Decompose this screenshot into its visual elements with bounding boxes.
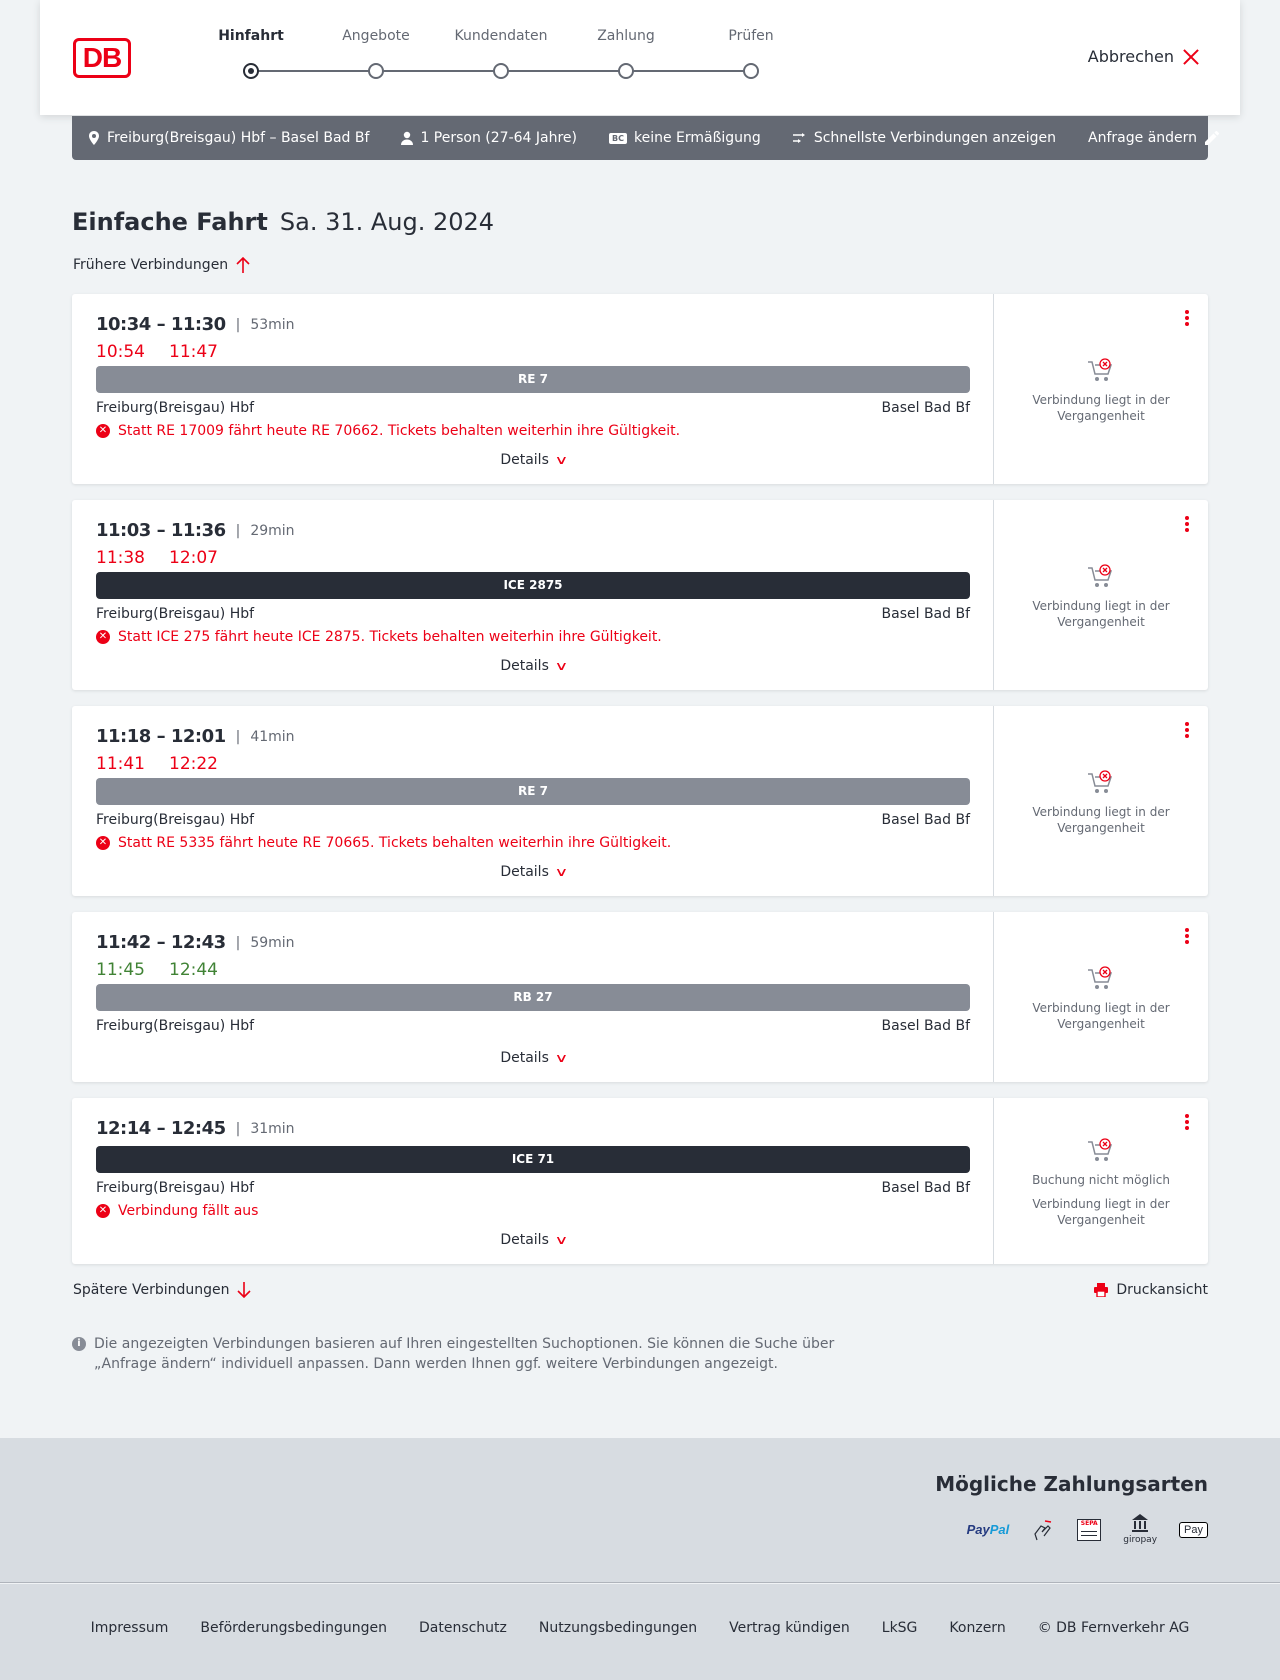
more-options-icon[interactable] — [1182, 310, 1192, 328]
destination-station: Basel Bad Bf — [881, 606, 970, 622]
separator: | — [235, 522, 241, 539]
payment-methods-heading: Mögliche Zahlungsarten — [935, 1472, 1208, 1496]
duration: 29min — [250, 522, 295, 539]
booking-status-text: Verbindung liegt in der Vergangenheit — [1032, 1197, 1170, 1227]
separator: | — [235, 316, 241, 333]
pencil-icon — [1205, 131, 1219, 145]
cart-unavailable-icon — [1087, 564, 1115, 590]
sepa-lines — [1081, 1535, 1097, 1536]
edit-query-label: Anfrage ändern — [1088, 130, 1198, 146]
step-label: Angebote — [342, 28, 410, 44]
details-label: Details — [500, 1050, 549, 1066]
print-view-link[interactable] — [1094, 1282, 1208, 1298]
realtime-departure: 10:54 — [96, 342, 145, 362]
passenger-text: 1 Person (27-64 Jahre) — [420, 130, 577, 146]
duration: 53min — [250, 316, 295, 333]
cart-unavailable-icon — [1087, 1138, 1115, 1164]
route-summary — [88, 130, 369, 146]
booking-panel — [994, 294, 1208, 484]
option-summary — [793, 130, 1056, 146]
cart-unavailable-icon — [1087, 770, 1115, 796]
realtime-arrival: 12:22 — [169, 754, 218, 774]
sepa-icon — [1077, 1519, 1101, 1541]
cart-unavailable-icon — [1087, 358, 1115, 384]
stations — [96, 606, 970, 622]
planned-times — [96, 726, 295, 747]
separator: | — [235, 1120, 241, 1137]
details-label: Details — [500, 864, 549, 880]
credit-card-hand-icon — [1031, 1518, 1055, 1542]
db-logo[interactable]: DB — [73, 38, 131, 78]
planned-times — [96, 1118, 295, 1139]
printer-icon — [1094, 1283, 1108, 1297]
step-dot — [493, 63, 509, 79]
earlier-connections-label: Frühere Verbindungen — [73, 257, 229, 273]
booking-panel — [994, 1098, 1208, 1264]
details-label: Details — [500, 452, 549, 468]
disruption-text: Statt RE 5335 fährt heute RE 70665. Tickets behalten weiterhin ihre Gültigkeit. — [118, 835, 672, 851]
step-kundendaten — [446, 28, 556, 50]
footer-link-datenschutz[interactable]: Datenschutz — [418, 1620, 507, 1636]
separator: | — [235, 934, 241, 951]
error-icon: ✕ — [96, 836, 110, 850]
stations — [96, 1018, 970, 1034]
disruption-message — [96, 423, 680, 439]
planned-time-range: 11:03 – 11:36 — [96, 520, 226, 541]
booking-stepper — [170, 28, 774, 88]
booking-note: Buchung nicht möglich — [1032, 1173, 1170, 1187]
details-toggle[interactable] — [72, 1050, 994, 1066]
planned-times — [96, 932, 295, 953]
connection-main — [72, 706, 994, 896]
footer-link-impressum[interactable]: Impressum — [90, 1620, 169, 1636]
details-label: Details — [500, 658, 549, 674]
earlier-connections-link[interactable] — [73, 257, 250, 273]
details-toggle[interactable] — [72, 864, 994, 880]
step-label: Zahlung — [597, 28, 655, 44]
booking-panel — [994, 912, 1208, 1082]
footer-copyright: © DB Fernverkehr AG — [1037, 1620, 1190, 1636]
passenger-summary — [401, 130, 577, 146]
origin-station: Freiburg(Breisgau) Hbf — [96, 812, 255, 828]
chevron-down-icon: ∨ — [554, 1051, 569, 1065]
duration: 59min — [250, 934, 295, 951]
train-bar[interactable]: ICE 2875 — [96, 572, 970, 599]
giropay-label: giropay — [1123, 1535, 1158, 1545]
disruption-text: Statt RE 17009 fährt heute RE 70662. Tickets behalten weiterhin ihre Gültigkeit. — [118, 423, 681, 439]
details-toggle[interactable] — [72, 1232, 994, 1248]
realtime-times — [96, 754, 218, 774]
step-dot — [743, 63, 759, 79]
connection-main — [72, 1098, 994, 1264]
step-dot-active — [243, 63, 259, 79]
cancel-label: Abbrechen — [1087, 47, 1174, 66]
origin-station: Freiburg(Breisgau) Hbf — [96, 1018, 255, 1034]
realtime-times — [96, 342, 218, 362]
connection-card[interactable] — [72, 912, 1208, 1082]
route-text: Freiburg(Breisgau) Hbf – Basel Bad Bf — [107, 130, 370, 146]
stations — [96, 812, 970, 828]
connection-main — [72, 500, 994, 690]
separator: | — [235, 728, 241, 745]
disruption-text: Verbindung fällt aus — [118, 1203, 259, 1219]
connection-card[interactable] — [72, 706, 1208, 896]
train-bar[interactable]: RE 7 — [96, 778, 970, 805]
booking-status-text: Verbindung liegt in der Vergangenheit — [1032, 393, 1170, 423]
search-summary-bar — [72, 116, 1208, 160]
footer-link-nutzungsbedingungen[interactable]: Nutzungsbedingungen — [538, 1620, 698, 1636]
booking-status-text: Verbindung liegt in der Vergangenheit — [1032, 599, 1170, 629]
origin-station: Freiburg(Breisgau) Hbf — [96, 606, 255, 622]
apple-pay-icon — [1179, 1522, 1208, 1538]
step-pruefen — [696, 28, 806, 50]
more-options-icon[interactable] — [1182, 516, 1192, 534]
footer-link-lksg[interactable]: LkSG — [881, 1620, 918, 1636]
footer-link-vertrag-kuendigen[interactable]: Vertrag kündigen — [729, 1620, 850, 1636]
giropay-building-icon — [1131, 1514, 1149, 1532]
realtime-times — [96, 960, 218, 980]
disruption-message — [96, 835, 671, 851]
step-label: Hinfahrt — [218, 28, 284, 44]
duration: 31min — [250, 1120, 295, 1137]
step-angebote — [321, 28, 431, 50]
step-label: Prüfen — [728, 28, 774, 44]
step-label: Kundendaten — [454, 28, 548, 44]
planned-time-range: 11:42 – 12:43 — [96, 932, 226, 953]
train-bar[interactable]: RB 27 — [96, 984, 970, 1011]
disruption-message — [96, 1203, 258, 1219]
footer-link-konzern[interactable]: Konzern — [949, 1620, 1006, 1636]
step-hinfahrt[interactable] — [196, 28, 306, 50]
realtime-times — [96, 548, 218, 568]
trip-date: Sa. 31. Aug. 2024 — [279, 208, 495, 236]
planned-time-range: 12:14 – 12:45 — [96, 1118, 226, 1139]
stations — [96, 400, 970, 416]
discount-text: keine Ermäßigung — [633, 130, 761, 146]
chevron-down-icon: ∨ — [554, 453, 569, 467]
arrow-down-icon — [237, 1282, 251, 1298]
payment-methods-section — [0, 1438, 1280, 1583]
chevron-down-icon: ∨ — [554, 1233, 569, 1247]
realtime-arrival: 12:44 — [169, 960, 218, 980]
page-title — [72, 208, 494, 236]
discount-summary — [609, 130, 761, 146]
info-text: Die angezeigten Verbindungen basieren auf Ihren eingestellten Suchoptionen. Sie können die Suche über „Anfrage ändern“ individuell anpassen. Dann werden Ihnen ggf. weitere Verbindungen angezeigt. — [94, 1336, 835, 1372]
destination-station: Basel Bad Bf — [881, 1180, 970, 1196]
sepa-label: SEPA — [1080, 1519, 1098, 1527]
chevron-down-icon: ∨ — [554, 865, 569, 879]
connection-card[interactable] — [72, 1098, 1208, 1264]
planned-times — [96, 314, 295, 335]
trip-type-heading: Einfache Fahrt — [72, 208, 268, 236]
planned-times — [96, 520, 295, 541]
filter-icon — [793, 133, 807, 143]
destination-station: Basel Bad Bf — [881, 1018, 970, 1034]
cart-unavailable-icon — [1087, 966, 1115, 992]
train-bar[interactable]: RE 7 — [96, 366, 970, 393]
bahncard-icon: BC — [609, 133, 627, 144]
option-text: Schnellste Verbindungen anzeigen — [813, 130, 1057, 146]
info-icon: i — [72, 1337, 86, 1351]
cancel-button[interactable] — [1088, 47, 1200, 66]
details-toggle[interactable] — [72, 658, 994, 674]
payment-icons — [967, 1514, 1208, 1545]
connection-card[interactable] — [72, 500, 1208, 690]
realtime-departure: 11:45 — [96, 960, 145, 980]
arrow-up-icon — [236, 257, 250, 273]
apple-pay-label: Pay — [1184, 1523, 1203, 1536]
search-info-note — [72, 1334, 852, 1374]
more-options-icon[interactable] — [1182, 722, 1192, 740]
planned-time-range: 10:34 – 11:30 — [96, 314, 226, 335]
person-icon — [401, 131, 413, 145]
chevron-down-icon: ∨ — [554, 659, 569, 673]
giropay-icon — [1123, 1514, 1157, 1545]
footer-link-befoerderungsbedingungen[interactable]: Beförderungsbedingungen — [200, 1620, 387, 1636]
step-zahlung — [571, 28, 681, 50]
edit-query-button[interactable] — [1088, 130, 1219, 146]
more-options-icon[interactable] — [1182, 1114, 1192, 1132]
error-icon: ✕ — [96, 1204, 110, 1218]
step-dot — [618, 63, 634, 79]
more-options-icon[interactable] — [1182, 928, 1192, 946]
origin-station: Freiburg(Breisgau) Hbf — [96, 1180, 255, 1196]
footer-links — [0, 1584, 1280, 1680]
close-icon — [1182, 48, 1200, 66]
details-toggle[interactable] — [72, 452, 994, 468]
train-bar[interactable]: ICE 71 — [96, 1146, 970, 1173]
stations — [96, 1180, 970, 1196]
step-dot — [368, 63, 384, 79]
paypal-icon: PayPal — [966, 1522, 1010, 1537]
error-icon: ✕ — [96, 424, 110, 438]
booking-status-text: Verbindung liegt in der Vergangenheit — [1032, 805, 1170, 835]
sepa-lines — [1081, 1531, 1097, 1532]
connection-main — [72, 294, 994, 484]
header — [40, 0, 1240, 115]
later-connections-label: Spätere Verbindungen — [73, 1282, 230, 1298]
print-view-label: Druckansicht — [1116, 1282, 1208, 1298]
planned-time-range: 11:18 – 12:01 — [96, 726, 226, 747]
destination-station: Basel Bad Bf — [881, 400, 970, 416]
realtime-arrival: 12:07 — [169, 548, 218, 568]
disruption-text: Statt ICE 275 fährt heute ICE 2875. Tickets behalten weiterhin ihre Gültigkeit. — [118, 629, 662, 645]
later-connections-link[interactable] — [73, 1282, 251, 1298]
error-icon: ✕ — [96, 630, 110, 644]
disruption-message — [96, 629, 662, 645]
origin-station: Freiburg(Breisgau) Hbf — [96, 400, 255, 416]
booking-status-text: Verbindung liegt in der Vergangenheit — [1032, 1001, 1170, 1031]
realtime-departure: 11:38 — [96, 548, 145, 568]
realtime-departure: 11:41 — [96, 754, 145, 774]
connection-main — [72, 912, 994, 1082]
booking-panel — [994, 706, 1208, 896]
realtime-arrival: 11:47 — [169, 342, 218, 362]
destination-station: Basel Bad Bf — [881, 812, 970, 828]
duration: 41min — [250, 728, 295, 745]
booking-panel — [994, 500, 1208, 690]
location-pin-icon — [88, 131, 100, 145]
connection-card[interactable] — [72, 294, 1208, 484]
details-label: Details — [500, 1232, 549, 1248]
